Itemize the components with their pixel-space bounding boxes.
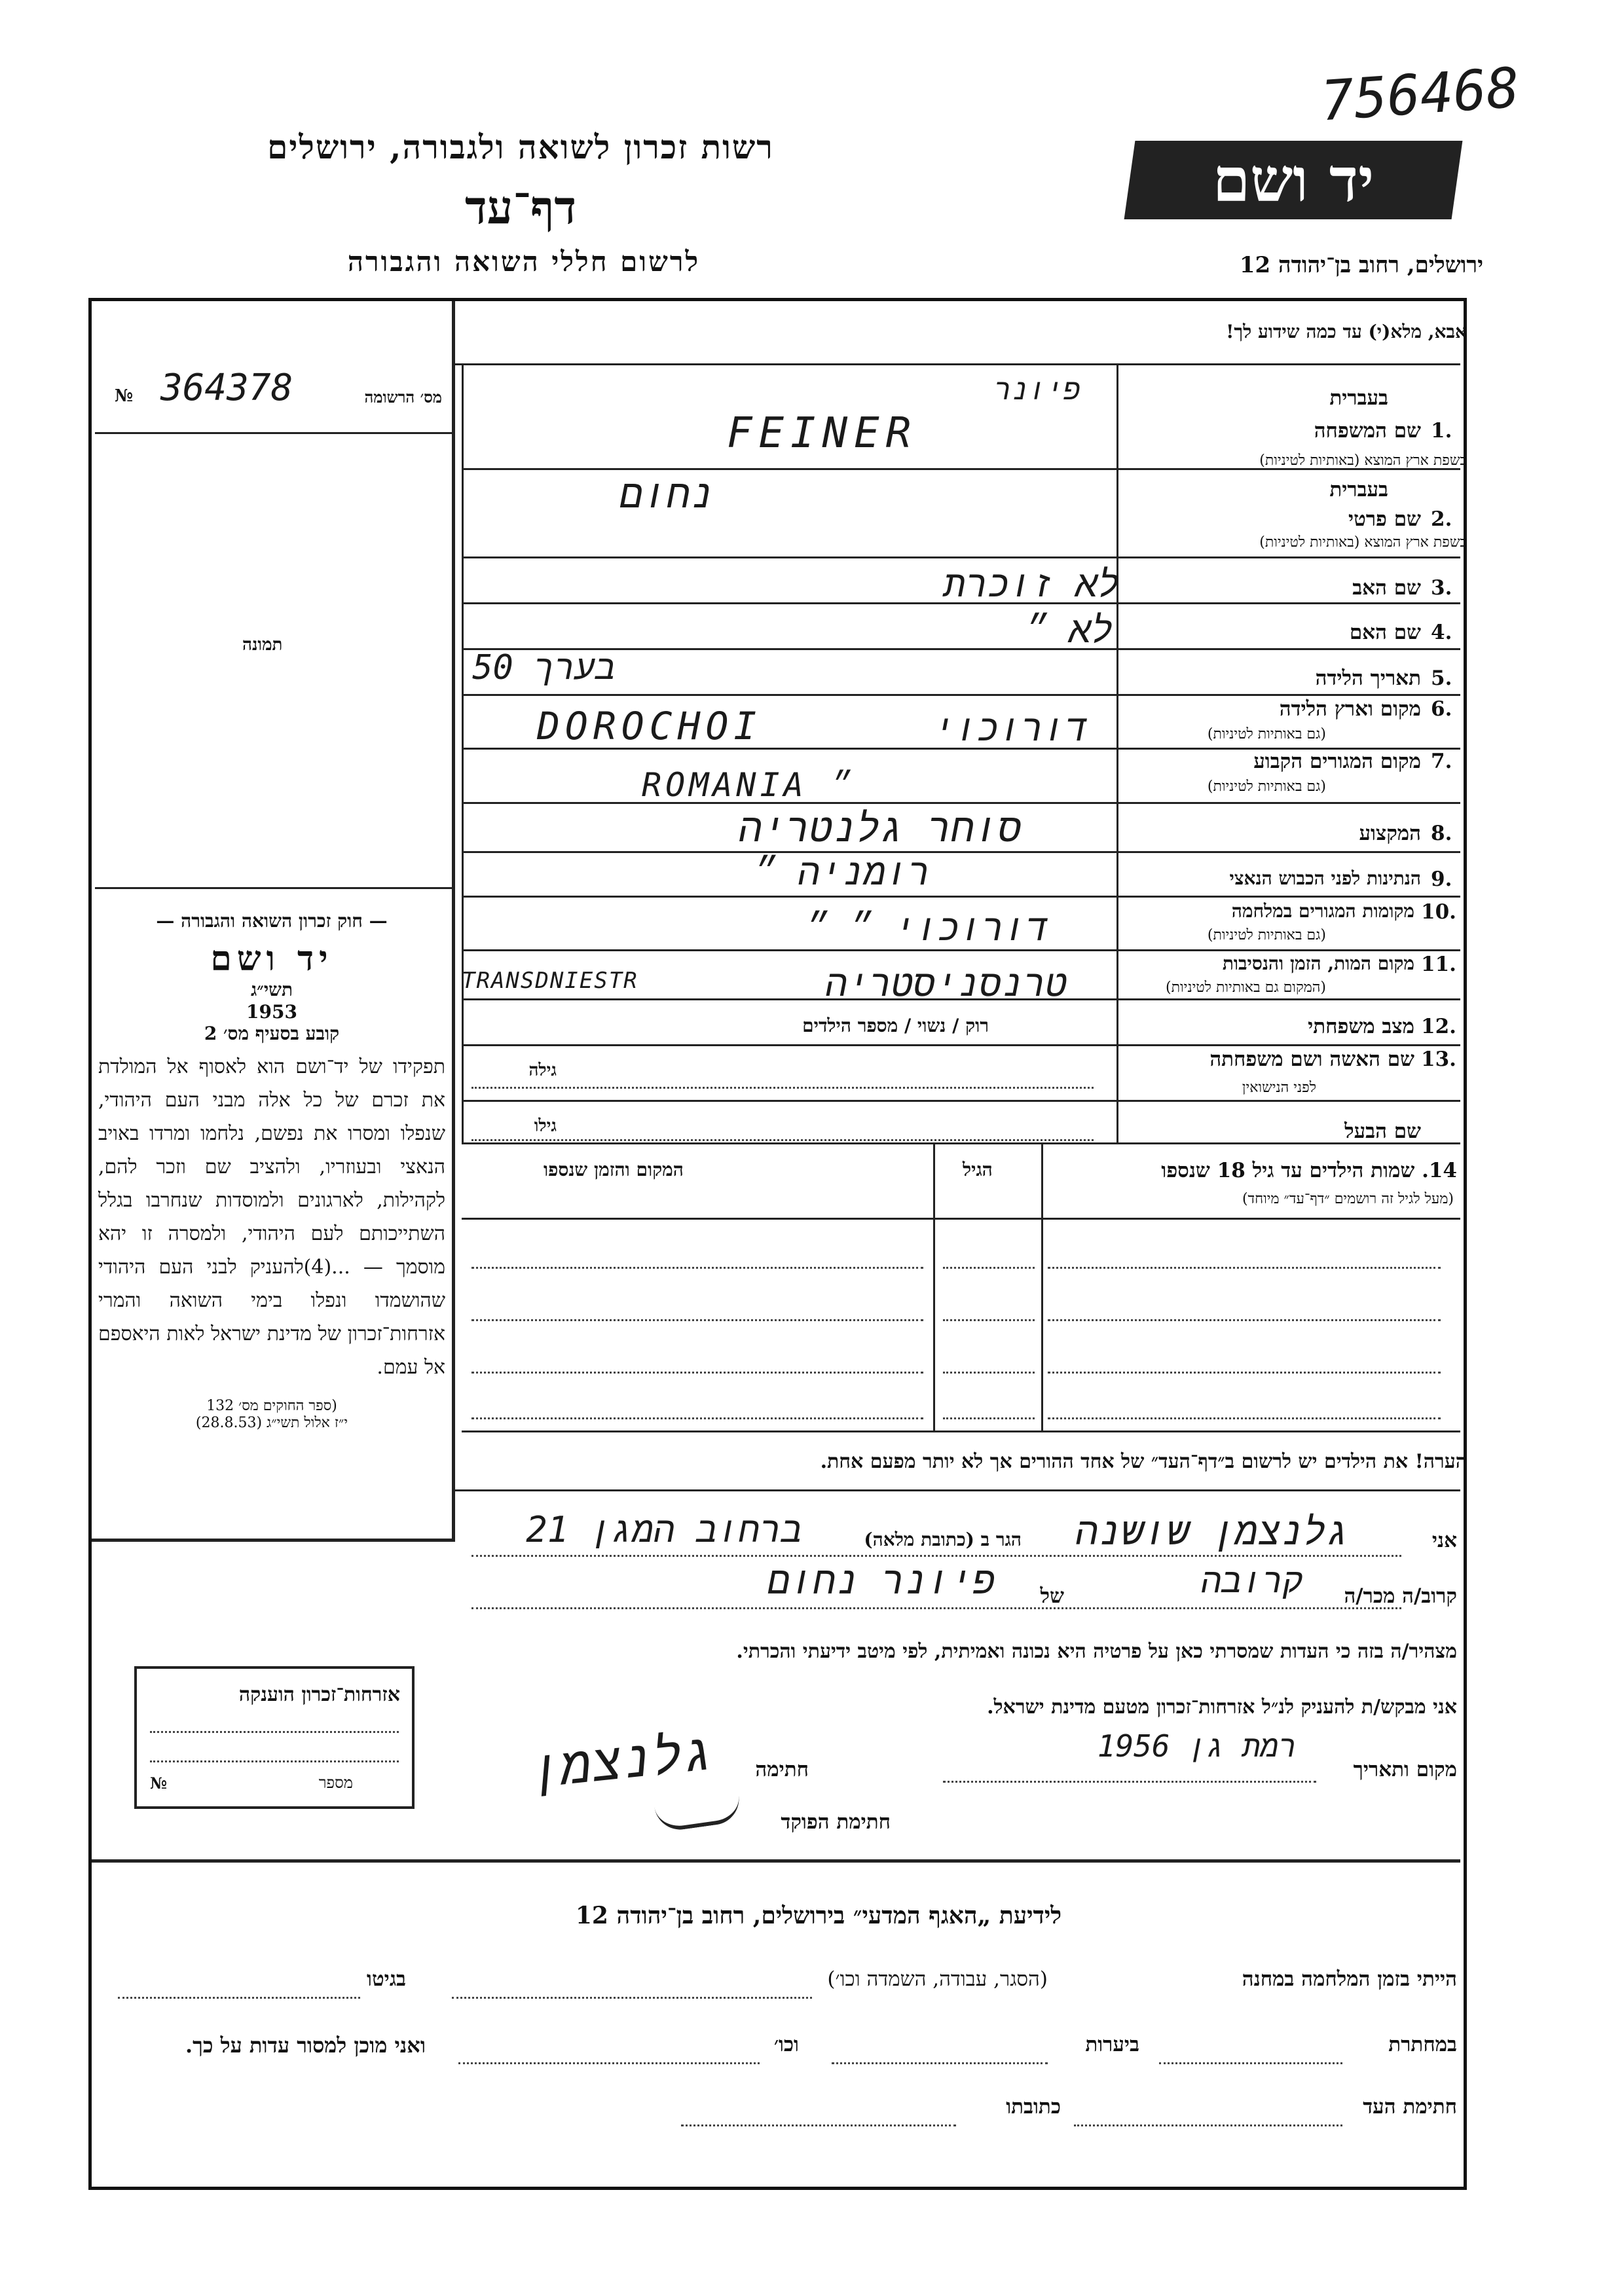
children-col-place: המקום והזמן שנספו [544,1159,684,1180]
field-12-value[interactable]: רוק / נשוי / מספר הילדים [802,1015,989,1036]
field-7-label: מקום המגורים הקבוע [1253,750,1421,773]
field-8-value[interactable]: סוחר גלנטריה [738,805,1022,851]
footer-line1-fill[interactable] [452,1997,812,1999]
field-11-num: 11. [1421,953,1456,976]
decl-i-value[interactable]: גלנצמן שושנה [1075,1509,1349,1554]
decl-relative-label: קרוב/ה מכר/ה [1344,1584,1457,1608]
row-12-line [462,1044,1460,1046]
photo-label: תמונה [242,635,283,655]
field-1-num: 1. [1431,419,1452,443]
children-place-2[interactable] [471,1319,923,1321]
citizenship-no-symbol: № [150,1774,168,1793]
field-4-label: שם האם [1349,621,1421,644]
footer-line2-fill-b[interactable] [832,2062,1048,2064]
row-3-line [462,602,1460,604]
field-13-dotted [471,1087,1094,1089]
law-ref-2: י״ז אלול תשי״ג (28.8.53) [195,1415,348,1431]
children-col-divider-2 [1041,1142,1043,1430]
children-bottom-line [462,1430,1460,1432]
field-11-sub: (המקום גם באותיות לטיניות) [1166,979,1326,996]
decl-relation-value[interactable]: קרובה [1200,1561,1303,1601]
law-year-he: תשי״ג [250,979,293,1000]
children-age-4[interactable] [943,1417,1035,1419]
children-header-line [462,1218,1460,1220]
field-2-num: 2. [1431,507,1452,531]
footer-line1-c: בגיטו [367,1967,406,1991]
yad-vashem-logo [1124,141,1463,219]
field-11-value-hebrew[interactable]: טרנסניסטריה [825,962,1067,1005]
children-sub: (מעל לגיל זה רושמים ״דף־עד״ מיוחד) [1242,1191,1454,1207]
children-col-age: הגיל [963,1159,993,1180]
row-1-line [462,468,1460,470]
law-name: יד ושם [210,939,333,979]
intro-underline [455,363,1460,365]
field-13-label: שם האשה ושם משפחתה [1209,1048,1414,1071]
children-row-4[interactable] [1048,1417,1441,1419]
law-sidebar [98,910,445,1431]
field-6-value-latin[interactable]: DOROCHOI [537,704,762,748]
row-7-line [462,802,1460,804]
field-6-sub: (גם באותיות לטיניות) [1207,726,1326,742]
decl-statement-1: מצהיר/ה בזה כי העדות שמסרתי כאן על פרטיה היא נכונה ואמיתית, לפי מיטב ידיעתי והכרתי. [736,1640,1457,1663]
footer-line2-a: במחתרת [1388,2033,1457,2056]
field-7-num: 7. [1431,750,1452,773]
record-no-symbol: № [115,386,134,406]
document-number: 756468 [1318,55,1522,134]
footer-divider [92,1859,1460,1863]
field-9-value[interactable]: רומניה ״ [754,851,930,894]
field-husband-label: שם הבעל [1344,1120,1421,1143]
children-row-3[interactable] [1048,1372,1441,1374]
field-12-label: מצב משפחתי [1308,1015,1414,1038]
value-left-divider [462,363,464,1142]
field-9-num: 9. [1431,867,1452,891]
intro-line: אבא, מלא(י) עד כמה שידוע לך! [1226,321,1467,342]
decl-of-label: של [1040,1584,1064,1608]
decl-i-line [471,1555,1401,1557]
decl-address-label: הגר ב (כתובת מלאה) [864,1529,1022,1550]
field-10-label: מקומות המגורים במלחמה [1231,900,1414,922]
children-row-2[interactable] [1048,1319,1441,1321]
footer-title: לידיעת „האגף המדעי״ בירושלים, רחוב בן־יהודה 12 [575,1902,1062,1929]
record-no-underline [95,432,452,434]
field-11-label: מקום המות, הזמן והנסיבות [1222,953,1414,974]
photo-bottom-line [95,887,452,889]
note-text: הערה! את הילדים יש לרשום ב״דף־העד״ של אחד ההורים אך לא יותר מפעם אחת. [820,1450,1467,1473]
field-2-lang: בעברית [1329,478,1388,501]
footer-line3-fill-b[interactable] [681,2124,956,2126]
row-8-line [462,851,1460,853]
field-1-value-hebrew[interactable]: פיונר [993,373,1080,407]
decl-place-date-label: מקום ותאריך [1353,1758,1457,1781]
footer-line3-a: חתימת העד [1363,2095,1457,2119]
field-3-value[interactable]: לא זוכרת [944,563,1120,606]
form-subtitle: לרשום חללי השואה והגבורה [347,246,701,278]
children-age-1[interactable] [943,1267,1035,1269]
children-row-1[interactable] [1048,1267,1441,1269]
record-number-box [95,340,449,419]
footer-line2-b: ביערות [1085,2033,1139,2056]
field-husband-dotted [471,1139,1094,1141]
footer-line2-fill-a[interactable] [1159,2062,1342,2064]
footer-line1-a: הייתי בזמן המלחמה במחנה [1242,1967,1457,1991]
field-2-label: שם פרטי [1348,507,1421,531]
children-age-3[interactable] [943,1372,1035,1374]
field-5-label: תאריך הלידה [1315,666,1421,690]
decl-statement-2: אני מבקש/ת להעניק לנ״ל אזרחות־זכרון מטעם מדינת ישראל. [987,1696,1457,1719]
field-3-label: שם האב [1352,576,1421,600]
citizenship-title: אזרחות־זכרון הוענקה [238,1683,400,1706]
decl-i-label: אני [1431,1529,1457,1552]
field-13-num: 13. [1421,1048,1456,1071]
children-age-2[interactable] [943,1319,1035,1321]
decl-address-value[interactable]: ברחוב המגן 21 [526,1509,802,1550]
decl-place-date-line [943,1781,1316,1783]
form-title: דף־עד [464,180,576,234]
row-10-line [462,949,1460,951]
footer-line2-c: וכו׳ [773,2033,799,2056]
children-place-4[interactable] [471,1417,923,1419]
field-7-value-latin[interactable]: ROMANIA ״ [642,766,855,804]
field-1-lang: בעברית [1329,386,1388,410]
field-11-value-latin[interactable]: TRANSDNIESTR [462,968,638,994]
row-11-line [462,998,1460,1000]
row-2-line [462,556,1460,558]
field-4-value[interactable]: לא ״ [1025,609,1113,651]
field-1-sub: בשפת ארץ המוצא (באותיות לטיניות) [1259,452,1467,469]
footer-line1-ghetto-fill[interactable] [118,1997,360,1999]
note-underline [455,1489,1460,1491]
field-5-value[interactable]: בערך 50 [472,648,616,687]
row-5-line [462,694,1460,696]
field-8-label: המקצוע [1359,822,1421,845]
footer-line3-b: כתובתו [1006,2095,1061,2119]
field-3-num: 3. [1431,576,1452,600]
field-7-sub: (גם באותיות לטיניות) [1207,778,1326,795]
decl-officer-label: חתימת הפוקד [781,1810,891,1834]
field-10-value[interactable]: דורוכוי ״ ״ [805,907,1048,949]
children-col-divider-1 [933,1142,935,1430]
left-column-divider [452,301,455,1539]
row-14-line [462,1142,1460,1144]
children-place-1[interactable] [471,1267,923,1269]
decl-of-value[interactable]: פיונר נחום [767,1558,995,1603]
field-13-sub: לפני הנישואין [1242,1080,1316,1096]
field-5-num: 5. [1431,666,1452,690]
field-4-num: 4. [1431,621,1452,644]
decl-signature-label: חתימה [755,1758,809,1781]
field-6-num: 6. [1431,697,1452,721]
row-9-line [462,896,1460,898]
signature-value: גלנצמן [526,1722,716,1800]
record-number-value: 364378 [160,367,293,409]
law-title: — חוק זכרון השואה והגבורה — [156,910,388,932]
field-10-sub: (גם באותיות לטיניות) [1207,927,1326,943]
label-column-divider [1116,363,1118,1142]
footer-line2-d: ואני מוכן למסור עדות על כך. [185,2033,426,2058]
footer-line2-fill-c[interactable] [458,2062,760,2064]
law-text: תפקידו של יד־ושם הוא לאסוף אל המולדת את זכרם של כל אלה מבני העם היהודי, שנפלו ומסרו את נפשם, נלחמו ומרדו באויב הנאצי ובעוזריו, ולהציב שם וזכר להם, לקהילות, לארגונים ולמוסדות שנחרבו בגלל השתייכותם לעם היהודי, ולמסרה זו יהא מוסמך — ...(4)להעניק לבני העם היהודי שהושמדו ונפלו בימי השואה והמרי אזרחות־זכרון של מדינת ישראל לאות היאספם אל עמם. [98,1055,446,1379]
field-10-num: 10. [1421,900,1456,924]
sidebar-bottom-line [92,1539,455,1542]
law-year: 1953 [246,1001,297,1023]
field-2-value-hebrew[interactable]: נחום [619,471,714,517]
field-1-label: שם המשפחה [1314,419,1421,443]
footer-line3-fill-a[interactable] [1074,2124,1342,2126]
field-9-label: הנתינות לפני הכבוש הנאצי [1229,867,1421,889]
children-title: 14. שמות הילדים עד גיל 18 שנספו [1161,1159,1457,1182]
law-clause: קובע בסעיף מס׳ 2 [204,1023,340,1044]
field-2-sub: בשפת ארץ המוצא (באותיות לטיניות) [1259,534,1467,551]
citizenship-box [134,1666,415,1809]
row-13-line [462,1100,1460,1102]
field-13-value[interactable]: גילה [528,1061,557,1080]
logo-text: יד ושם [1212,145,1375,215]
citizenship-line-2 [150,1760,399,1762]
record-no-label: מס׳ הרשומה [364,388,442,407]
field-6-value-hebrew[interactable]: דורוכוי [932,707,1087,750]
header-org-line: רשות זכרון לשואה ולגבורה, ירושלים [267,128,774,166]
citizenship-number-label: מספר [318,1774,353,1792]
field-12-num: 12. [1421,1015,1456,1038]
field-husband-value[interactable]: גילו [534,1116,557,1136]
citizenship-line-1 [150,1731,399,1733]
decl-place-date-value[interactable]: רמת גן 1956 [1097,1728,1297,1764]
field-1-value-latin[interactable]: FEINER [727,409,918,458]
field-8-num: 8. [1431,822,1452,845]
footer-line1-b: (הסגר, עבודה, השמדה וכו׳) [827,1967,1048,1991]
header-address: ירושלים, רחוב בן־יהודה 12 [1239,252,1483,278]
field-6-label: מקום וארץ הלידה [1279,697,1421,721]
decl-of-line [471,1607,1401,1609]
law-ref-1: (ספר החוקים מס׳ 132 [206,1398,337,1414]
children-place-3[interactable] [471,1372,923,1374]
